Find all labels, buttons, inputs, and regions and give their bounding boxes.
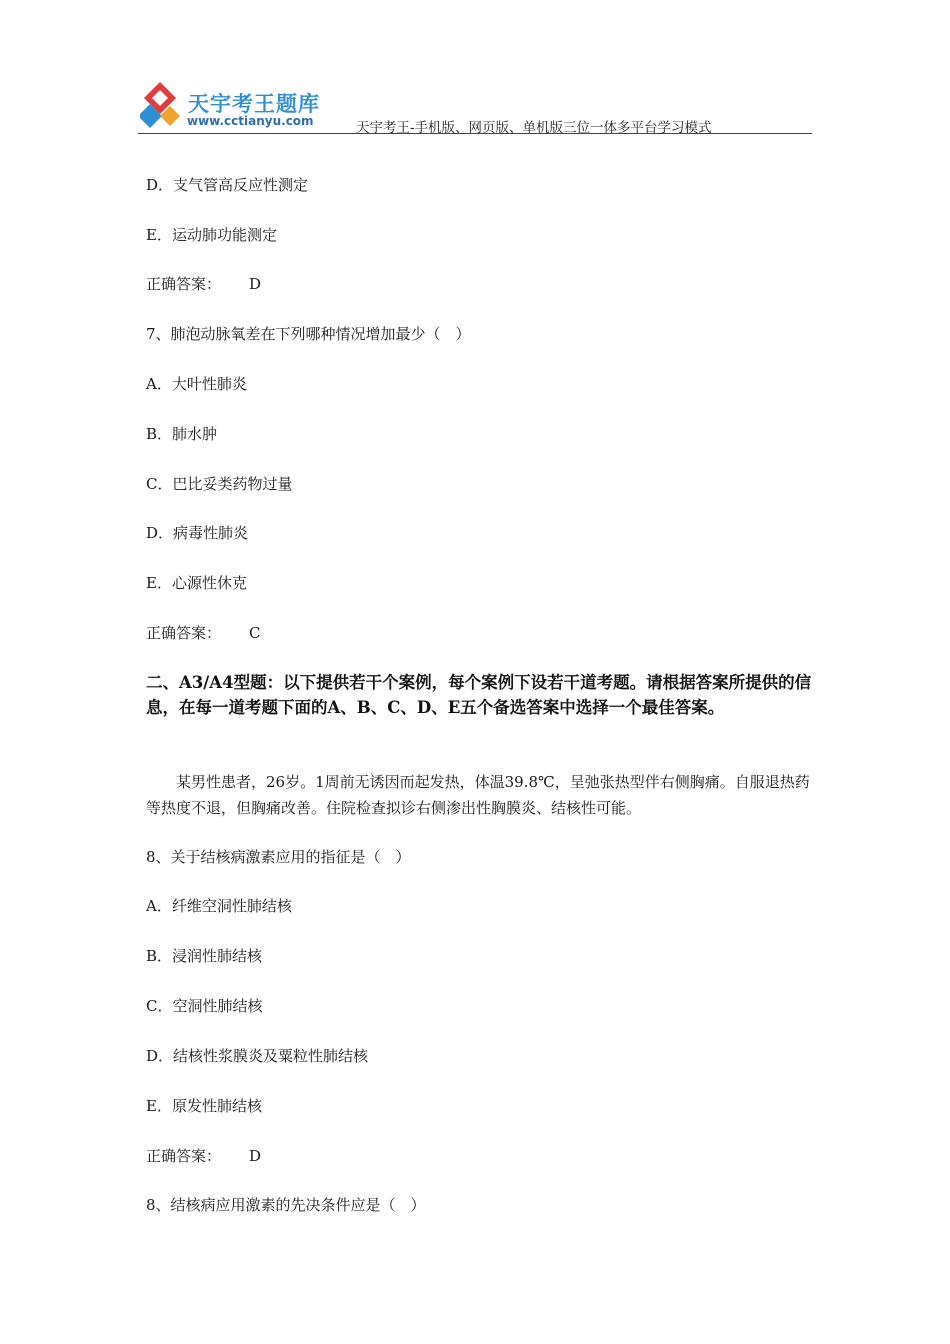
q6-option-d: D．支气管高反应性测定 (146, 176, 309, 194)
q7-option-e: E．心源性休克 (146, 574, 247, 592)
q7-option-c: C．巴比妥类药物过量 (146, 475, 293, 493)
section-heading: 二、A3/A4型题：以下提供若干个案例，每个案例下设若干道考题。请根据答案所提供的信息，在每一道考题下面的A、B、C、D、E五个备选答案中选择一个最佳答案。 (146, 673, 812, 717)
q8-answer (146, 1146, 261, 1166)
page-header (0, 0, 950, 140)
q8-option-b: B．浸润性肺结核 (146, 947, 263, 965)
q8b-question: 8、结核病应用激素的先决条件应是（ ） (146, 1196, 426, 1214)
header-slogan: 天宇考王-手机版、网页版、单机版三位一体多平台学习模式 (356, 120, 712, 136)
q8-question: 8、关于结核病激素应用的指征是（ ） (146, 848, 411, 866)
answer-label: 正确答案： (146, 624, 222, 642)
logo-url[interactable]: www.cctianyu.com (187, 114, 314, 128)
q7-answer (146, 623, 261, 643)
q8-option-a: A．纤维空洞性肺结核 (146, 897, 292, 915)
q6-answer (146, 274, 261, 294)
q7-option-d: D．病毒性肺炎 (146, 524, 249, 542)
answer-label: 正确答案： (146, 1147, 222, 1165)
q8-option-e: E．原发性肺结核 (146, 1097, 262, 1115)
q7-question: 7、肺泡动脉氧差在下列哪种情况增加最少（ ） (146, 325, 471, 343)
answer-value: D (249, 1147, 262, 1165)
logo-emblem-icon (140, 76, 186, 132)
answer-value: C (249, 624, 261, 642)
q8-option-c: C．空洞性肺结核 (146, 997, 263, 1015)
answer-value: D (249, 275, 262, 293)
answer-label: 正确答案： (146, 275, 222, 293)
case-description: 某男性患者，26岁。1周前无诱因而起发热，体温39.8℃，呈弛张热型伴右侧胸痛。自服退热药等热度不退，但胸痛改善。住院检查拟诊右侧渗出性胸膜炎、结核性可能。 (146, 773, 810, 817)
header-divider (138, 133, 812, 134)
site-logo[interactable] (140, 76, 350, 132)
logo-title: 天宇考王题库 (188, 92, 320, 116)
q8-option-d: D．结核性浆膜炎及粟粒性肺结核 (146, 1047, 369, 1065)
q6-option-e: E．运动肺功能测定 (146, 226, 277, 244)
q7-option-a: A．大叶性肺炎 (146, 375, 247, 393)
q7-option-b: B．肺水肿 (146, 425, 218, 443)
